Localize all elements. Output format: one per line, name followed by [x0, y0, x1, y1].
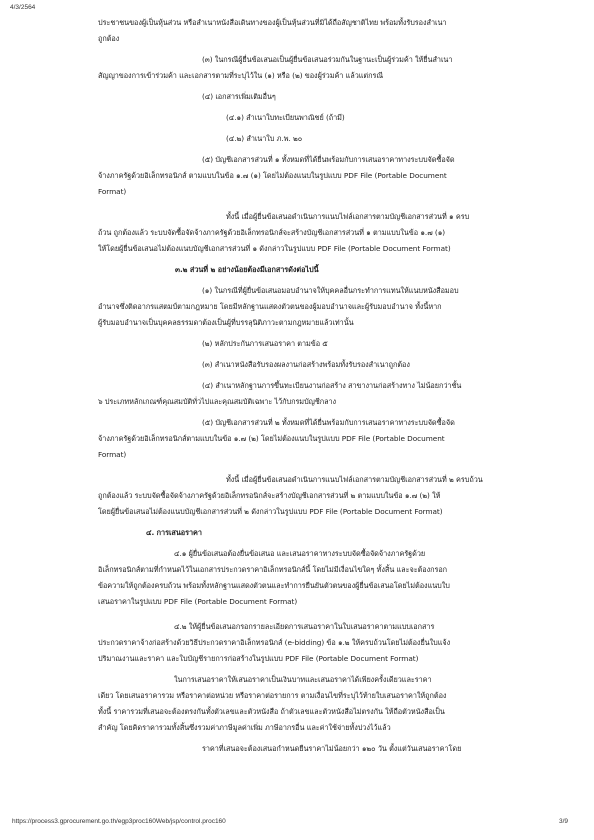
body-line: ถูกต้อง: [98, 34, 120, 43]
body-line: ให้โดยผู้ยื่นข้อเสนอไม่ต้องแนบบัญชีเอกสารส่วนที่ ๑ ดังกล่าวในรูปแบบ PDF File (Portable Document Format): [98, 244, 451, 253]
body-line: เดียว โดยเสนอราคารวม หรือราคาต่อหน่วย หรือราคาต่อรายการ ตามเงื่อนไขที่ระบุไว้ท้ายใบเสนอราคาให้ถูกต้อง: [98, 691, 447, 700]
body-line: ๔.๒ ให้ผู้ยื่นข้อเสนอกรอกรายละเอียดการเสนอราคาในใบเสนอราคาตามแบบเอกสาร: [174, 622, 435, 631]
page-number: 3/9: [558, 818, 568, 825]
footer-url: https://process3.gprocurement.go.th/egp3proc160Web/jsp/control.proc160: [12, 818, 226, 825]
body-line: สำคัญ โดยคิดราคารวมทั้งสิ้นซึ่งรวมค่าภาษีมูลค่าเพิ่ม ภาษีอากรอื่น และค่าใช้จ่ายทั้งปวงไว้แล้ว: [98, 723, 391, 732]
body-line: ถ้วน ถูกต้องแล้ว ระบบจัดซื้อจัดจ้างภาครัฐด้วยอิเล็กทรอนิกส์จะสร้างบัญชีเอกสารส่วนที่ ๑ ตามแบบในข้อ ๑.๗ (๑): [98, 228, 446, 237]
body-line: (๔.๒) สำเนาใบ ภ.พ. ๒๐: [226, 134, 303, 143]
body-line: (๕) บัญชีเอกสารส่วนที่ ๑ ทั้งหมดที่ได้ยื่นพร้อมกับการเสนอราคาทางระบบจัดซื้อจัด: [202, 155, 455, 164]
body-line: Format): [98, 450, 127, 459]
body-line: ทั้งนี้ ราคารวมที่เสนอจะต้องตรงกันทั้งตัวเลขและตัวหนังสือ ถ้าตัวเลขและตัวหนังสือไม่ตรงกัน ให้ถือตัวหนังสือเป็น: [98, 707, 445, 716]
body-line: ผู้รับมอบอำนาจเป็นบุคคลธรรมดาต้องเป็นผู้ที่บรรลุนิติภาวะตามกฎหมายแล้วเท่านั้น: [98, 318, 354, 327]
body-line: (๕) บัญชีเอกสารส่วนที่ ๒ ทั้งหมดที่ได้ยื่นพร้อมกับการเสนอราคาทางระบบจัดซื้อจัด: [202, 418, 455, 427]
body-line: (๑) ในกรณีที่ผู้ยื่นข้อเสนอมอบอำนาจให้บุคคลอื่นกระทำการแทนให้แนบหนังสือมอบ: [202, 286, 459, 295]
body-line: ประชาชนของผู้เป็นหุ้นส่วน หรือสำเนาหนังสือเดินทางของผู้เป็นหุ้นส่วนที่มิได้ถือสัญชาติไทย พร้อมทั้งรับรองสำเนา: [98, 18, 447, 27]
body-line: อิเล็กทรอนิกส์ตามที่กำหนดไว้ในเอกสารประกวดราคาอิเล็กทรอนิกส์นี้ โดยไม่มีเงื่อนไขใดๆ ทั้งสิ้น และจะต้องกรอก: [98, 565, 448, 574]
print-date: 4/3/2564: [10, 4, 36, 11]
body-line: (๓) ในกรณีผู้ยื่นข้อเสนอเป็นผู้ยื่นข้อเสนอร่วมกันในฐานะเป็นผู้ร่วมค้า ให้ยื่นสำเนา: [202, 55, 453, 64]
body-line: (๔.๑) สำเนาใบทะเบียนพาณิชย์ (ถ้ามี): [226, 113, 345, 122]
body-line: สัญญาของการเข้าร่วมค้า และเอกสารตามที่ระบุไว้ใน (๑) หรือ (๒) ของผู้ร่วมค้า แล้วแต่กรณี: [98, 71, 384, 80]
body-line: ทั้งนี้ เมื่อผู้ยื่นข้อเสนอดำเนินการแนบไฟล์เอกสารตามบัญชีเอกสารส่วนที่ ๑ ครบ: [226, 212, 470, 221]
body-line: จ้างภาครัฐด้วยอิเล็กทรอนิกส์ตามแบบในข้อ ๑.๗ (๒) โดยไม่ต้องแนบในรูปแบบ PDF File (Portable Document: [98, 434, 445, 443]
body-line: (๒) หลักประกันการเสนอราคา ตามข้อ ๕: [202, 339, 328, 348]
body-line: (๔) สำเนาหลักฐานการขึ้นทะเบียนงานก่อสร้าง สาขางานก่อสร้างทาง ไม่น้อยกว่าชั้น: [202, 381, 462, 390]
body-line: ในการเสนอราคาให้เสนอราคาเป็นเงินบาทและเสนอราคาได้เพียงครั้งเดียวและราคา: [174, 675, 432, 684]
body-line: ทั้งนี้ เมื่อผู้ยื่นข้อเสนอดำเนินการแนบไฟล์เอกสารตามบัญชีเอกสารส่วนที่ ๒ ครบถ้วน: [226, 475, 483, 484]
body-line: Format): [98, 187, 127, 196]
body-line: เสนอราคาในรูปแบบ PDF File (Portable Document Format): [98, 597, 298, 606]
body-line: ประกวดราคาจ้างก่อสร้างด้วยวิธีประกวดราคาอิเล็กทรอนิกส์ (e-bidding) ข้อ ๑.๒ ให้ครบถ้วนโดยไม่ต้องยื่นใบแจ้ง: [98, 638, 451, 647]
body-line: (๔) เอกสารเพิ่มเติมอื่นๆ: [202, 92, 276, 101]
body-line: ๔.๑ ผู้ยื่นข้อเสนอต้องยื่นข้อเสนอ และเสนอราคาทางระบบจัดซื้อจัดจ้างภาครัฐด้วย: [174, 549, 426, 558]
body-line: ราคาที่เสนอจะต้องเสนอกำหนดยืนราคาไม่น้อยกว่า ๑๒๐ วัน ตั้งแต่วันเสนอราคาโดย: [202, 744, 462, 753]
section-heading: ๓.๒ ส่วนที่ ๒ อย่างน้อยต้องมีเอกสารดังต่อไปนี้: [175, 265, 319, 274]
body-line: โดยผู้ยื่นข้อเสนอไม่ต้องแนบบัญชีเอกสารส่วนที่ ๒ ดังกล่าวในรูปแบบ PDF File (Portable Document Format): [98, 507, 443, 516]
body-line: ถูกต้องแล้ว ระบบจัดซื้อจัดจ้างภาครัฐด้วยอิเล็กทรอนิกส์จะสร้างบัญชีเอกสารส่วนที่ ๒ ตามแบบในข้อ ๑.๗ (๒) ให้: [98, 491, 441, 500]
body-line: (๓) สำเนาหนังสือรับรองผลงานก่อสร้างพร้อมทั้งรับรองสำเนาถูกต้อง: [202, 360, 410, 369]
body-line: จ้างภาครัฐด้วยอิเล็กทรอนิกส์ ตามแบบในข้อ ๑.๗ (๑) โดยไม่ต้องแนบในรูปแบบ PDF File (Portable Document: [98, 171, 447, 180]
body-line: ปริมาณงานและราคา และใบบัญชีรายการก่อสร้างในรูปแบบ PDF File (Portable Document Format): [98, 654, 419, 663]
body-line: ๖ ประเภทหลักเกณฑ์คุณสมบัติทั่วไปและคุณสมบัติเฉพาะ ไว้กับกรมบัญชีกลาง: [98, 397, 337, 406]
body-line: อำนาจซึ่งติดอากรแสตมป์ตามกฎหมาย โดยมีหลักฐานแสดงตัวตนของผู้มอบอำนาจและผู้รับมอบอำนาจ ทั้งนี้หาก: [98, 302, 442, 311]
section-heading: ๔. การเสนอราคา: [146, 528, 202, 537]
body-line: ข้อความให้ถูกต้องครบถ้วน พร้อมทั้งหลักฐานแสดงตัวตนและทำการยืนยันตัวตนของผู้ยื่นข้อเสนอโดยไม่ต้องแนบใบ: [98, 581, 450, 590]
